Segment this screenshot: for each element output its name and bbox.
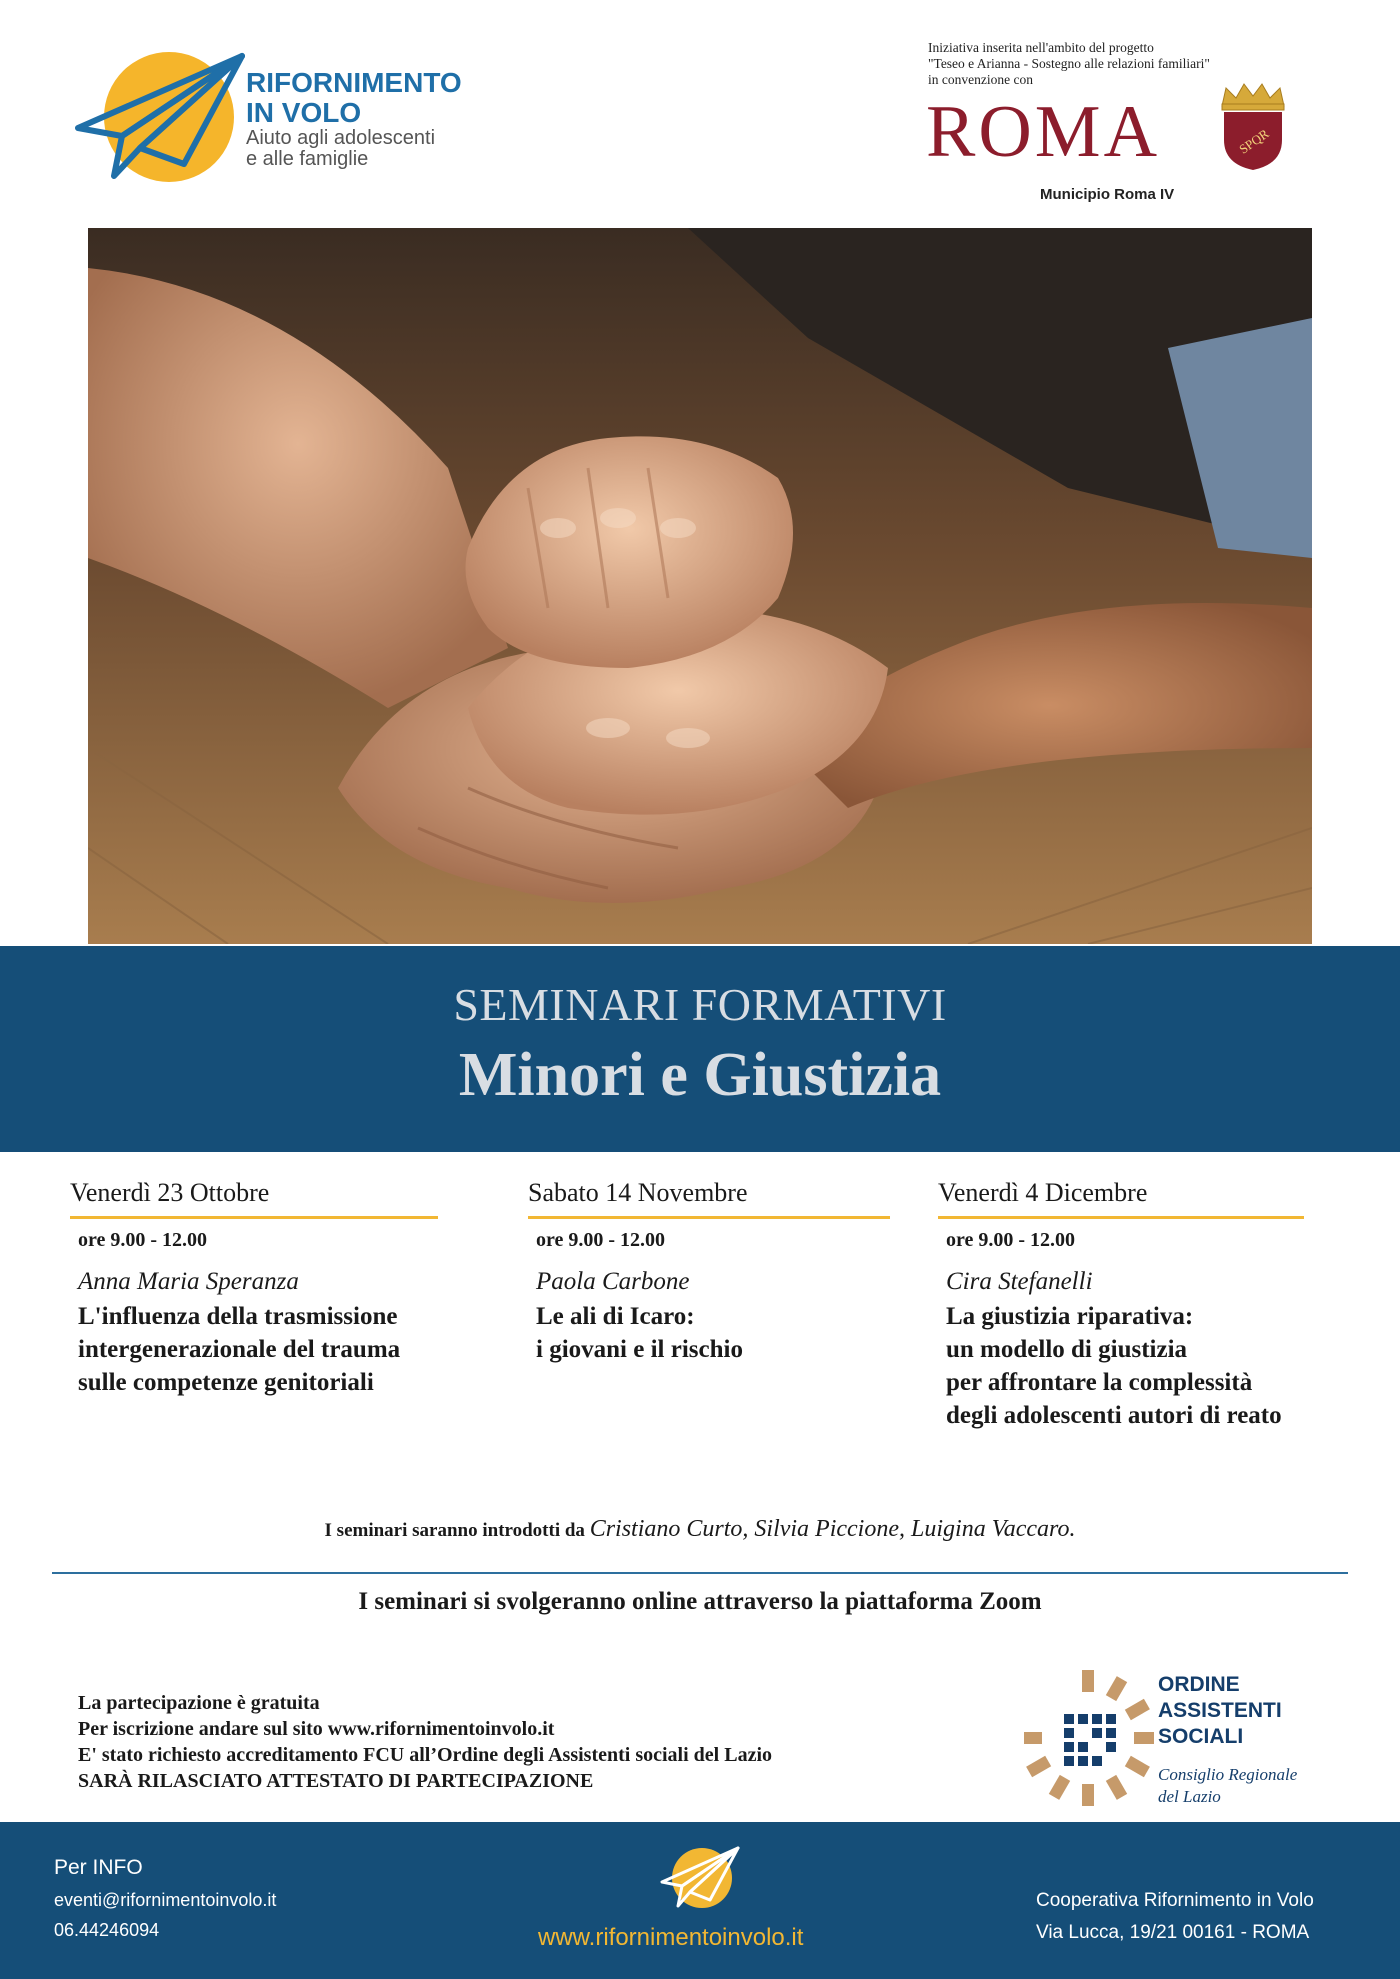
seminar-column-2 <box>528 1178 890 1366</box>
paper-plane-icon <box>74 52 254 182</box>
info-accreditation: E' stato richiesto accreditamento FCU all’Ordine degli Assistenti sociali del Lazio <box>78 1744 773 1766</box>
seminar-date: Venerdì 4 Dicembre <box>938 1178 1148 1207</box>
seminar-hours: ore 9.00 - 12.00 <box>536 1229 666 1251</box>
seminar-topic-line: un modello di giustizia <box>946 1336 1188 1363</box>
seminar-topic-line: sulle competenze genitoriali <box>78 1369 374 1396</box>
seminar-date-underline <box>938 1216 1304 1219</box>
brand-name <box>246 68 462 128</box>
introducers-prefix: I seminari saranno introdotti da <box>324 1520 590 1541</box>
hands-photo <box>88 228 1312 944</box>
ordine-name <box>1158 1672 1282 1750</box>
online-platform-note: I seminari si svolgeranno online attraverso la piattaforma Zoom <box>358 1588 1042 1615</box>
seminar-speaker: Paola Carbone <box>536 1268 690 1295</box>
participation-info <box>78 1690 772 1794</box>
event-subtitle: SEMINARI FORMATIVI <box>453 979 947 1030</box>
seminar-topic-line: intergenerazionale del trauma <box>78 1336 401 1363</box>
footer-coop-name: Cooperativa Rifornimento in Volo <box>1036 1890 1314 1911</box>
ordine-name-line: ORDINE <box>1158 1673 1240 1696</box>
seminar-topic-line: L'influenza della trasmissione <box>78 1303 398 1330</box>
footer-phone: 06.44246094 <box>54 1920 160 1940</box>
ordine-subtitle-line: del Lazio <box>1158 1787 1221 1806</box>
info-certificate: SARÀ RILASCIATO ATTESTATO DI PARTECIPAZIONE <box>78 1770 594 1792</box>
roma-logo-text: ROMA <box>926 91 1161 173</box>
seminar-topic <box>946 1300 1304 1432</box>
footer-plane-logo-icon <box>658 1844 742 1912</box>
crest-text: SPQR <box>1236 125 1272 157</box>
ordine-subtitle-line: Consiglio Regionale <box>1158 1765 1298 1784</box>
project-note-line1: Iniziativa inserita nell'ambito del progetto <box>928 40 1154 55</box>
seminar-column-1 <box>70 1178 438 1399</box>
seminar-topic <box>536 1300 890 1366</box>
project-note-line2: "Teseo e Arianna - Sostegno alle relazioni familiari" <box>928 56 1210 71</box>
info-free-participation: La partecipazione è gratuita <box>78 1692 320 1714</box>
seminar-date-underline <box>70 1216 438 1219</box>
introducers-line <box>0 1516 1400 1543</box>
seminar-speaker: Anna Maria Speranza <box>78 1268 299 1295</box>
project-note <box>928 40 1210 88</box>
brand-tagline <box>246 128 435 170</box>
seminar-column-3 <box>938 1178 1304 1432</box>
seminar-topic-line: degli adolescenti autori di reato <box>946 1402 1282 1429</box>
project-note-line3: in convenzione con <box>928 72 1033 87</box>
roma-crest-icon <box>1216 80 1290 172</box>
seminar-date-underline <box>528 1216 890 1219</box>
brand-name-line1: RIFORNIMENTO <box>246 67 462 98</box>
footer-address: Via Lucca, 19/21 00161 - ROMA <box>1036 1922 1310 1943</box>
municipio-label: Municipio Roma IV <box>1040 186 1175 203</box>
seminar-hours: ore 9.00 - 12.00 <box>78 1229 208 1251</box>
event-title: Minori e Giustizia <box>458 1041 942 1109</box>
seminar-topic-line: i giovani e il rischio <box>536 1336 743 1363</box>
ordine-subtitle <box>1158 1764 1297 1808</box>
brand-name-line2: IN VOLO <box>246 97 362 128</box>
section-divider <box>52 1572 1348 1574</box>
seminar-topic-line: Le ali di Icaro: <box>536 1303 695 1330</box>
footer-info-label: Per INFO <box>54 1856 143 1879</box>
tagline-line1: Aiuto agli adolescenti <box>246 127 436 149</box>
footer-website-link[interactable]: www.rifornimentoinvolo.it <box>538 1924 804 1951</box>
seminar-hours: ore 9.00 - 12.00 <box>946 1229 1076 1251</box>
tagline-line2: e alle famiglie <box>246 148 369 170</box>
ordine-name-line: SOCIALI <box>1158 1725 1244 1748</box>
ordine-assistenti-logo-icon <box>1024 1668 1154 1808</box>
seminar-topic-line: per affrontare la complessità <box>946 1369 1253 1396</box>
footer-email-link[interactable]: eventi@rifornimentoinvolo.it <box>54 1890 277 1910</box>
seminar-speaker: Cira Stefanelli <box>946 1268 1093 1295</box>
info-registration: Per iscrizione andare sul sito www.rifornimentoinvolo.it <box>78 1718 555 1740</box>
ordine-name-line: ASSISTENTI <box>1158 1699 1282 1722</box>
seminar-date: Sabato 14 Novembre <box>528 1178 748 1207</box>
seminar-date: Venerdì 23 Ottobre <box>70 1178 270 1207</box>
seminar-topic-line: La giustizia riparativa: <box>946 1303 1194 1330</box>
introducers-names: Cristiano Curto, Silvia Piccione, Luigina Vaccaro. <box>589 1516 1076 1542</box>
seminar-topic <box>78 1300 438 1399</box>
